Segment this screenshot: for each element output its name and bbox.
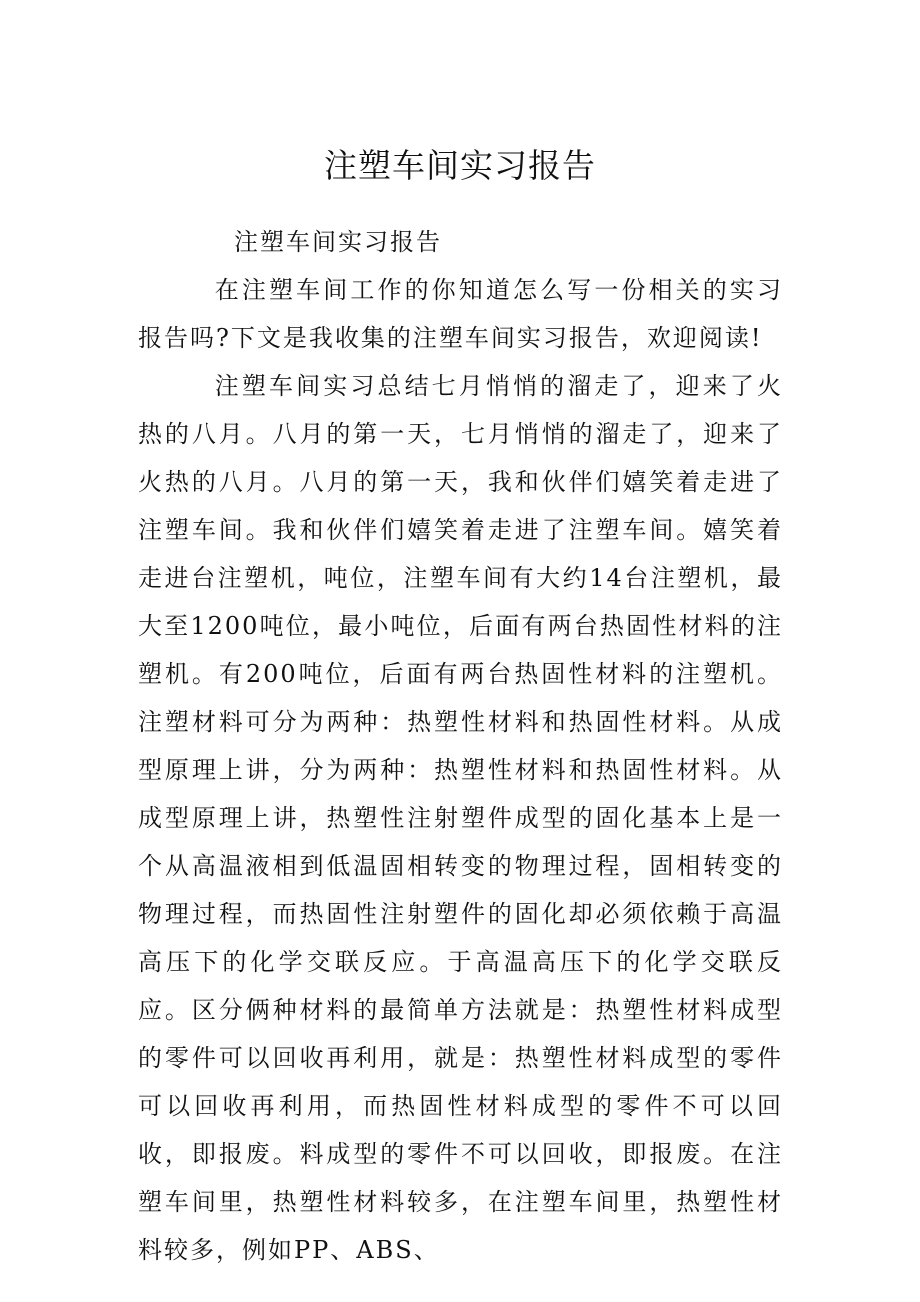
document-title: 注塑车间实习报告: [324, 146, 596, 185]
document-body: [138, 218, 783, 1274]
paragraph-intro: 在注塑车间工作的你知道怎么写一份相关的实习报告吗?下文是我收集的注塑车间实习报告，欢迎阅读!: [138, 276, 783, 352]
paragraph-subtitle: 注塑车间实习报告: [234, 228, 442, 256]
paragraph-summary: 注塑车间实习总结七月悄悄的溜走了，迎来了火热的八月。八月的第一天，七月悄悄的溜走了，迎来了火热的八月。八月的第一天，我和伙伴们嬉笑着走进了注塑车间。我和伙伴们嬉笑着走进了注塑车间。嬉笑着走进台注塑机，吨位，注塑车间有大约14台注塑机，最大至1200吨位，最小吨位，后面有两台热固性材料的注塑机。有200吨位，后面有两台热固性材料的注塑机。注塑材料可分为两种：热塑性材料和热固性材料。从成型原理上讲，分为两种：热塑性材料和热固性材料。从成型原理上讲，热塑性注射塑件成型的固化基本上是一个从高温液相到低温固相转变的物理过程，固相转变的物理过程，而热固性注射塑件的固化却必须依赖于高温高压下的化学交联反应。于高温高压下的化学交联反应。区分俩种材料的最简单方法就是：热塑性材料成型的零件可以回收再利用，就是：热塑性材料成型的零件可以回收再利用，而热固性材料成型的零件不可以回收，即报废。料成型的零件不可以回收，即报废。在注塑车间里，热塑性材料较多，在注塑车间里，热塑性材料较多，例如PP、ABS、: [138, 372, 783, 1264]
